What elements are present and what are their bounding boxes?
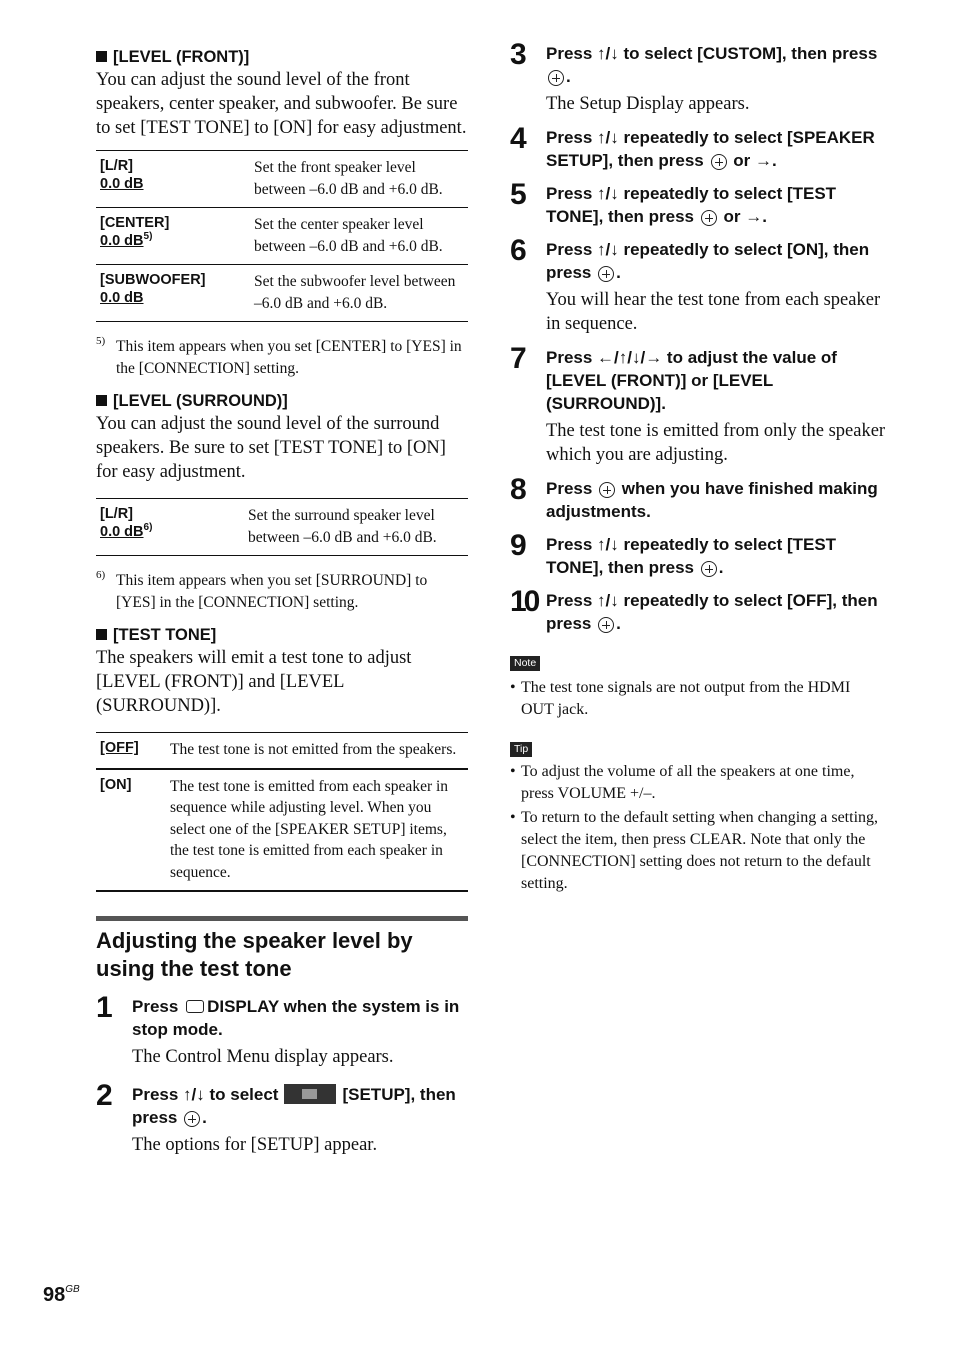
tip-block: [510, 739, 886, 895]
enter-button-icon: [701, 210, 717, 226]
tip-item: • To adjust the volume of all the speakers at one time, press VOLUME +/–.: [510, 761, 886, 805]
table-row: [SUBWOOFER] 0.0 dB Set the subwoofer level between –6.0 dB and +6.0 dB.: [96, 265, 468, 322]
table-row: [L/R] 0.0 dB Set the front speaker level between –6.0 dB and +6.0 dB.: [96, 151, 468, 208]
tip-label: Tip: [510, 742, 532, 757]
page-number: $98^{GB}$: [43, 1284, 80, 1306]
note-item: • The test tone signals are not output from the HDMI OUT jack.: [510, 677, 886, 721]
tip-item: • To return to the default setting when changing a setting, select the item, then press CLEAR. Note that only the [CONNECTION] setting does not return to the default setting.: [510, 807, 886, 895]
section-title: Adjusting the speaker level by using the test tone: [96, 916, 468, 983]
table-row: [L/R] 0.0 $dB^{6)}$ Set the surround speaker level between –6.0 dB and +6.0 dB.: [96, 499, 468, 556]
table-row: [OFF] The test tone is not emitted from the speakers.: [96, 733, 468, 769]
enter-button-icon: [598, 266, 614, 282]
level-surround-table: [96, 498, 468, 556]
table-row: [ON] The test tone is emitted from each speaker in sequence while adjusting level. When you select one of the [SPEAKER SETUP] items, the test tone is emitted from each speaker in sequence.: [96, 769, 468, 892]
test-tone-intro: The speakers will emit a test tone to adjust [LEVEL (FRONT)] and [LEVEL (SURROUND)].: [96, 648, 412, 716]
square-bullet-icon: [96, 51, 107, 62]
level-front-table: [96, 150, 468, 322]
step-10: 10 Press ↑/↓ repeatedly to select [OFF], then press .: [510, 585, 878, 633]
level-front-intro: You can adjust the sound level of the front speakers, center speaker, and subwoofer. Be sure to set [TEST TONE] to [ON] for easy adjustment.: [96, 70, 467, 138]
footnote-5: 5) This item appears when you set [CENTER] to [YES] in the [CONNECTION] setting.: [96, 335, 462, 377]
step-1: 1 Press DISPLAY when the system is in stop mode. The Control Menu display appears.: [96, 991, 460, 1067]
step-4: 4 Press ↑/↓ repeatedly to select [SPEAKER SETUP], then press or →.: [510, 122, 875, 170]
step-9: 9 Press ↑/↓ repeatedly to select [TEST TONE], then press .: [510, 529, 837, 577]
right-column: [510, 38, 886, 895]
enter-button-icon: [548, 70, 564, 86]
step-6: 6 Press ↑/↓ repeatedly to select [ON], then press . You will hear the test tone from each speaker in sequence.: [510, 234, 881, 334]
step-7: 7 Press ←/↑/↓/→ to adjust the value of [LEVEL (FRONT)] or [LEVEL (SURROUND)]. The test tone is emitted from only the speaker which you are adjusting.: [510, 342, 886, 465]
footnote-6: 6) This item appears when you set [SURROUND] to [YES] in the [CONNECTION] setting.: [96, 569, 428, 611]
enter-button-icon: [184, 1111, 200, 1127]
test-tone-table: [96, 732, 468, 892]
note-block: [510, 653, 886, 721]
level-front-heading: [LEVEL (FRONT)]: [96, 46, 468, 68]
display-button-icon: [186, 1000, 204, 1013]
step-5: 5 Press ↑/↓ repeatedly to select [TEST TONE], then press or →.: [510, 178, 837, 226]
left-column: [96, 46, 468, 1157]
setup-toolbox-icon: [284, 1084, 336, 1104]
square-bullet-icon: [96, 629, 107, 640]
step-3: 3 Press ↑/↓ to select [CUSTOM], then press . The Setup Display appears.: [510, 38, 878, 114]
enter-button-icon: [598, 617, 614, 633]
enter-button-icon: [711, 154, 727, 170]
enter-button-icon: [599, 482, 615, 498]
level-surround-heading: [LEVEL (SURROUND)]: [96, 390, 468, 412]
level-surround-intro: You can adjust the sound level of the surround speakers. Be sure to set [TEST TONE] to [ON] for easy adjustment.: [96, 414, 446, 482]
square-bullet-icon: [96, 395, 107, 406]
step-8: 8 Press when you have finished making adjustments.: [510, 473, 878, 521]
table-row: [CENTER] 0.0 $dB^{5)}$ Set the center speaker level between –6.0 dB and +6.0 dB.: [96, 208, 468, 265]
test-tone-heading: [TEST TONE]: [96, 624, 468, 646]
enter-button-icon: [701, 561, 717, 577]
step-2: 2 Press ↑/↓ to select [SETUP], then press . The options for [SETUP] appear.: [96, 1079, 456, 1155]
note-label: Note: [510, 656, 540, 671]
